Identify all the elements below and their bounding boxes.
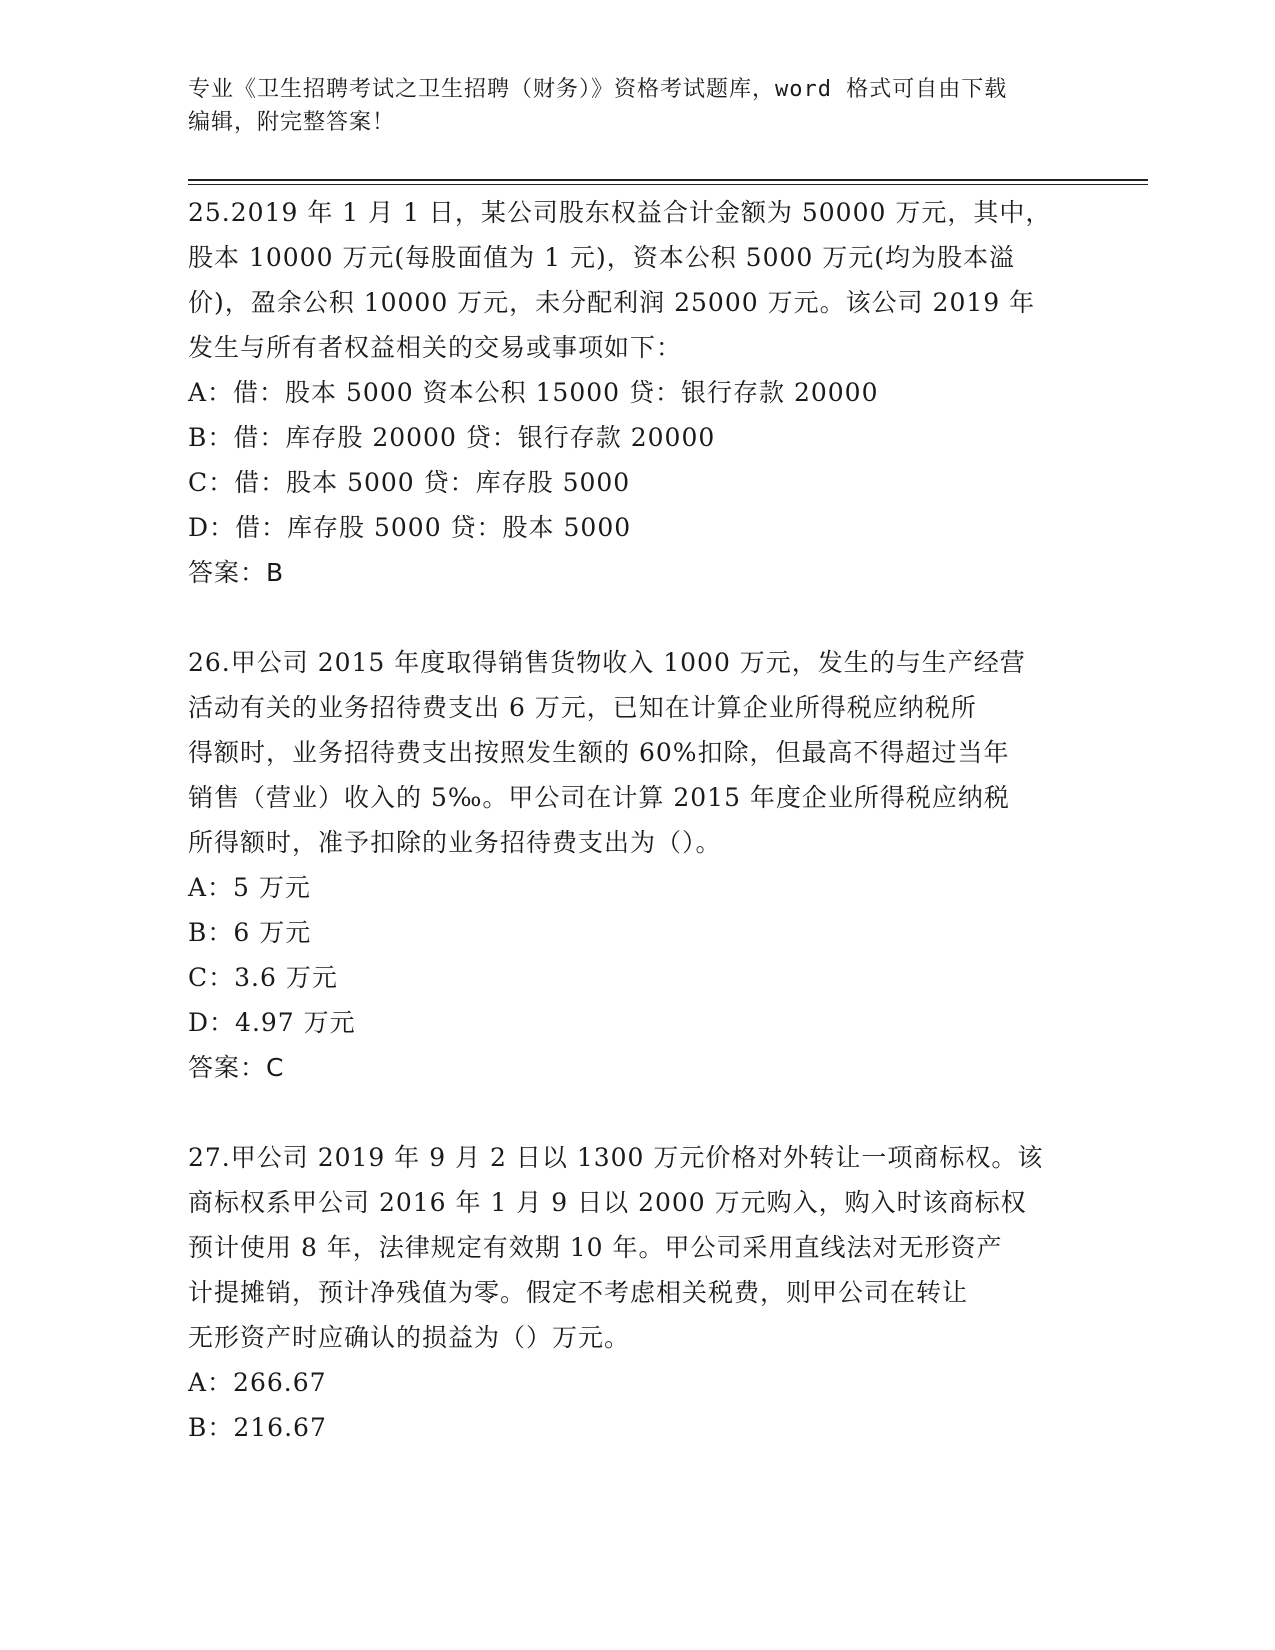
option-a: A：5 万元 (188, 873, 311, 902)
question-text-line: 预计使用 8 年，法律规定有效期 10 年。甲公司采用直线法对无形资产 (188, 1233, 1003, 1262)
option-d: D：借：库存股 5000 贷：股本 5000 (188, 513, 632, 542)
question-text-line: 26.甲公司 2015 年度取得销售货物收入 1000 万元，发生的与生产经营 (188, 648, 1026, 677)
question-text-line: 25.2019 年 1 月 1 日，某公司股东权益合计金额为 50000 万元，其中， (188, 198, 1052, 227)
option-c: C：3.6 万元 (188, 963, 338, 992)
question-text-line: 价)，盈余公积 10000 万元，未分配利润 25000 万元。该公司 2019 年 (188, 288, 1036, 317)
question-text-line: 商标权系甲公司 2016 年 1 月 9 日以 2000 万元购入，购入时该商标权 (188, 1188, 1027, 1217)
question-text-line: 计提摊销，预计净残值为零。假定不考虑相关税费，则甲公司在转让 (188, 1278, 969, 1307)
document-header (188, 73, 1088, 139)
header-line-1: 专业《卫生招聘考试之卫生招聘（财务）》资格考试题库，word 格式可自由下载 (188, 77, 1008, 102)
option-d: D：4.97 万元 (188, 1008, 356, 1037)
header-line-2: 编辑，附完整答案！ (188, 110, 396, 135)
question-25 (188, 190, 1088, 595)
question-27 (188, 1135, 1088, 1450)
option-a: A：266.67 (188, 1368, 327, 1397)
question-text-line: 无形资产时应确认的损益为（）万元。 (188, 1323, 631, 1352)
question-text-line: 27.甲公司 2019 年 9 月 2 日以 1300 万元价格对外转让一项商标权。该 (188, 1143, 1044, 1172)
question-text-line: 发生与所有者权益相关的交易或事项如下： (188, 333, 683, 362)
header-divider-thin (188, 184, 1148, 185)
answer: 答案：B (188, 558, 285, 587)
question-text-line: 股本 10000 万元(每股面值为 1 元)，资本公积 5000 万元(均为股本溢 (188, 243, 1016, 272)
option-b: B：6 万元 (188, 918, 312, 947)
option-c: C：借：股本 5000 贷：库存股 5000 (188, 468, 631, 497)
answer: 答案：C (188, 1053, 285, 1082)
question-26 (188, 640, 1088, 1090)
header-divider-thick (188, 179, 1148, 181)
question-text-line: 活动有关的业务招待费支出 6 万元，已知在计算企业所得税应纳税所 (188, 693, 977, 722)
option-b: B：借：库存股 20000 贷：银行存款 20000 (188, 423, 716, 452)
option-b: B：216.67 (188, 1413, 327, 1442)
spacer (188, 1090, 1088, 1135)
question-list (188, 190, 1088, 1450)
question-text-line: 所得额时，准予扣除的业务招待费支出为（）。 (188, 828, 722, 857)
spacer (188, 595, 1088, 640)
question-text-line: 销售（营业）收入的 5‰。甲公司在计算 2015 年度企业所得税应纳税 (188, 783, 1010, 812)
question-text-line: 得额时，业务招待费支出按照发生额的 60%扣除，但最高不得超过当年 (188, 738, 1010, 767)
option-a: A：借：股本 5000 资本公积 15000 贷：银行存款 20000 (188, 378, 879, 407)
